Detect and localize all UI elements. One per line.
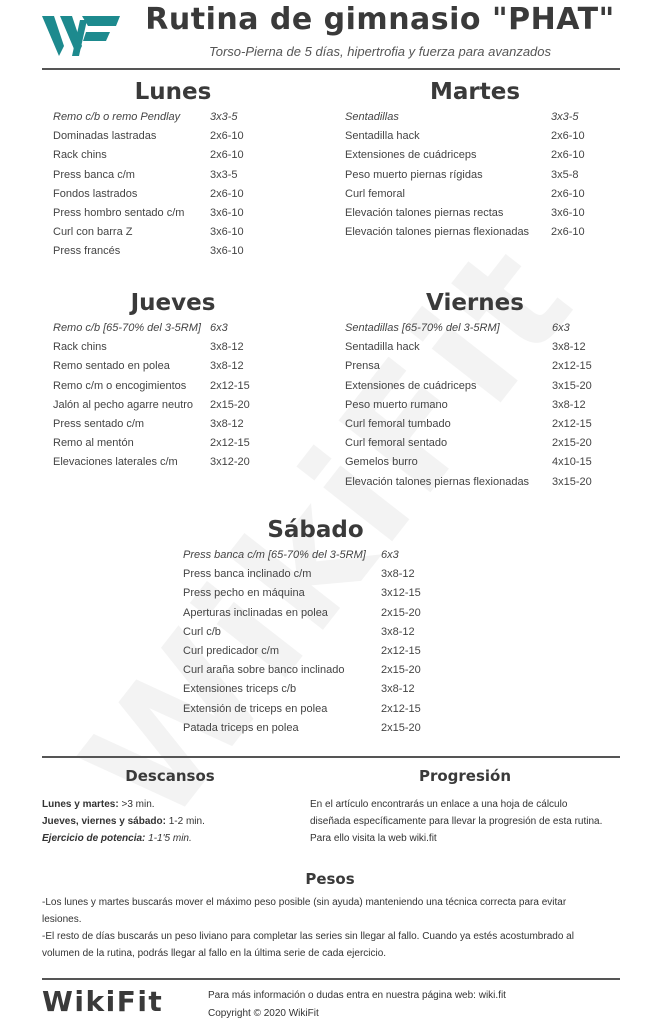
- exercise-row: [53, 108, 293, 127]
- exercise-row: [53, 319, 293, 338]
- exercise-name: Extensiones de cuádriceps: [345, 149, 477, 162]
- exercise-sets: 2x12-15: [210, 379, 250, 392]
- day-title-jueves: Jueves: [130, 290, 216, 316]
- exercise-sets: 3x8-12: [210, 360, 244, 373]
- exercise-sets: 2x6-10: [551, 130, 585, 143]
- exercise-sets: 2x6-10: [551, 226, 585, 239]
- exercise-name: Elevación talones piernas flexionadas: [345, 475, 530, 488]
- exercise-name: Fondos lastrados: [53, 187, 138, 200]
- exercise-name: Sentadillas: [345, 111, 399, 123]
- day-jueves: [53, 287, 293, 473]
- pesos-text: -Los lunes y martes buscarás mover el máximo peso posible (sin ayuda) manteniendo una técnica correcta para evitar lesiones. -El resto de días buscarás un peso liviano para completar las series sin llegar al fallo. Cuando ya estés acostumbrado al volumen de la rutina, podrás llegar al fallo en la última serie de cada ejercicio.: [42, 897, 574, 959]
- exercise-list-martes: [345, 108, 605, 242]
- exercise-sets: 3x12-15: [381, 587, 421, 600]
- exercise-sets: 2x6-10: [551, 149, 585, 162]
- exercise-sets: 2x12-15: [552, 417, 592, 430]
- exercise-row: [183, 642, 448, 661]
- exercise-sets: 2x12-15: [381, 702, 421, 715]
- exercise-name: Sentadillas [65-70% del 3-5RM]: [345, 322, 500, 334]
- exercise-name: Dominadas lastradas: [53, 130, 157, 143]
- exercise-sets: 3x3-5: [210, 168, 238, 181]
- exercise-sets: 6x3: [552, 322, 570, 334]
- exercise-row: [53, 146, 293, 165]
- footer-copyright: Copyright © 2020 WikiFit: [208, 1008, 319, 1019]
- exercise-name: Elevación talones piernas rectas: [345, 206, 504, 219]
- exercise-name: Elevaciones laterales c/m: [53, 456, 178, 469]
- exercise-name: Rack chins: [53, 341, 107, 354]
- exercise-sets: 3x8-12: [381, 625, 415, 638]
- descanso-item: Ejercicio de potencia: 1-1'5 min.: [42, 833, 192, 844]
- exercise-list-jueves: [53, 319, 293, 473]
- day-title-lunes: Lunes: [134, 79, 212, 105]
- exercise-row: [345, 204, 605, 223]
- exercise-sets: 2x6-10: [210, 187, 244, 200]
- exercise-sets: 3x8-12: [210, 417, 244, 430]
- exercise-name: Sentadilla hack: [345, 341, 420, 354]
- exercise-row: [53, 204, 293, 223]
- footer-divider: [42, 978, 620, 980]
- exercise-sets: 2x6-10: [210, 149, 244, 162]
- exercise-row: [345, 319, 605, 338]
- exercise-name: Elevación talones piernas flexionadas: [345, 226, 530, 239]
- exercise-name: Aperturas inclinadas en polea: [183, 606, 328, 619]
- exercise-row: [345, 127, 605, 146]
- exercise-row: [53, 396, 293, 415]
- exercise-name: Curl c/b: [183, 625, 221, 638]
- exercise-name: Patada triceps en polea: [183, 721, 299, 734]
- descanso-item: Jueves, viernes y sábado: 1-2 min.: [42, 816, 205, 827]
- footer-info: Para más información o dudas entra en nuestra página web: wiki.fit: [208, 990, 506, 1001]
- exercise-name: Extensiones triceps c/b: [183, 683, 297, 696]
- exercise-sets: 2x15-20: [381, 721, 421, 734]
- exercise-name: Extensiones de cuádriceps: [345, 379, 477, 392]
- exercise-name: Prensa: [345, 360, 380, 373]
- exercise-name: Press banca c/m [65-70% del 3-5RM]: [183, 549, 366, 561]
- day-title-viernes: Viernes: [426, 290, 524, 316]
- exercise-name: Jalón al pecho agarre neutro: [53, 398, 194, 411]
- exercise-name: Press sentado c/m: [53, 417, 145, 430]
- exercise-row: [345, 146, 605, 165]
- descanso-item: Lunes y martes: >3 min.: [42, 799, 155, 810]
- exercise-sets: 3x6-10: [210, 206, 244, 219]
- exercise-row: [345, 415, 605, 434]
- exercise-row: [183, 623, 448, 642]
- page-title: Rutina de gimnasio "PHAT": [145, 2, 615, 37]
- exercise-row: [345, 338, 605, 357]
- exercise-row: [183, 661, 448, 680]
- exercise-row: [53, 415, 293, 434]
- exercise-row: [345, 377, 605, 396]
- header: [0, 0, 658, 68]
- exercise-name: Peso muerto rumano: [345, 398, 448, 411]
- exercise-sets: 2x6-10: [551, 187, 585, 200]
- exercise-row: [53, 434, 293, 453]
- progresion-title: Progresión: [418, 767, 512, 785]
- exercise-sets: 2x12-15: [552, 360, 592, 373]
- exercise-sets: 3x3-5: [210, 111, 238, 123]
- exercise-sets: 6x3: [381, 549, 399, 561]
- exercise-sets: 3x8-12: [552, 341, 586, 354]
- exercise-sets: 3x6-10: [210, 245, 244, 258]
- day-lunes: [53, 76, 293, 262]
- progresion-text: En el artículo encontrarás un enlace a una hoja de cálculo diseñada específicamente para llevar la progresión de esta rutina. Para ello visita la web wiki.fit: [310, 799, 603, 844]
- exercise-row: [53, 223, 293, 242]
- exercise-name: Remo c/m o encogimientos: [53, 379, 187, 392]
- exercise-name: Curl con barra Z: [53, 226, 133, 239]
- wikifit-logo-icon: [40, 8, 122, 62]
- exercise-name: Extensión de triceps en polea: [183, 702, 328, 715]
- exercise-row: [183, 584, 448, 603]
- day-sabado: [183, 514, 448, 738]
- exercise-sets: 3x12-20: [210, 456, 250, 469]
- exercise-row: [53, 185, 293, 204]
- day-viernes: [345, 287, 605, 492]
- exercise-row: [345, 185, 605, 204]
- exercise-row: [53, 377, 293, 396]
- exercise-name: Curl predicador c/m: [183, 644, 279, 657]
- exercise-row: [183, 719, 448, 738]
- mid-divider: [42, 756, 620, 758]
- page-subtitle: Torso-Pierna de 5 días, hipertrofia y fuerza para avanzados: [208, 44, 552, 59]
- exercise-sets: 3x15-20: [552, 379, 592, 392]
- exercise-list-lunes: [53, 108, 293, 262]
- exercise-name: Press banca c/m: [53, 168, 135, 181]
- exercise-list-viernes: [345, 319, 605, 492]
- exercise-name: Press pecho en máquina: [183, 587, 305, 600]
- exercise-sets: 3x8-12: [210, 341, 244, 354]
- exercise-row: [183, 546, 448, 565]
- exercise-row: [183, 700, 448, 719]
- footer-brand: WikiFit: [42, 985, 164, 1018]
- exercise-name: Press francés: [53, 245, 121, 258]
- exercise-sets: 2x12-15: [210, 437, 250, 450]
- exercise-name: Peso muerto piernas rígidas: [345, 168, 483, 181]
- exercise-row: [53, 242, 293, 261]
- pesos-title: Pesos: [305, 870, 355, 888]
- exercise-name: Remo al mentón: [53, 437, 134, 450]
- exercise-sets: 2x15-20: [381, 664, 421, 677]
- exercise-row: [345, 166, 605, 185]
- exercise-name: Gemelos burro: [345, 456, 418, 469]
- exercise-row: [345, 434, 605, 453]
- exercise-row: [345, 396, 605, 415]
- exercise-row: [345, 108, 605, 127]
- exercise-row: [183, 604, 448, 623]
- exercise-row: [345, 453, 605, 472]
- exercise-sets: 3x8-12: [552, 398, 586, 411]
- exercise-sets: 2x15-20: [552, 437, 592, 450]
- exercise-row: [345, 223, 605, 242]
- exercise-name: Press banca inclinado c/m: [183, 568, 312, 581]
- exercise-list-sabado: [183, 546, 448, 738]
- exercise-name: Curl femoral tumbado: [345, 417, 451, 430]
- exercise-sets: 4x10-15: [552, 456, 592, 469]
- header-divider: [42, 68, 620, 70]
- descansos-list: [42, 796, 302, 847]
- exercise-row: [53, 127, 293, 146]
- exercise-name: Curl araña sobre banco inclinado: [183, 664, 345, 677]
- day-title-martes: Martes: [429, 79, 521, 105]
- exercise-sets: 2x15-20: [210, 398, 250, 411]
- exercise-row: [53, 166, 293, 185]
- day-title-sabado: Sábado: [267, 517, 364, 543]
- exercise-sets: 6x3: [210, 322, 228, 334]
- exercise-name: Remo c/b o remo Pendlay: [53, 111, 181, 123]
- exercise-sets: 3x6-10: [210, 226, 244, 239]
- exercise-sets: 2x12-15: [381, 644, 421, 657]
- exercise-name: Remo sentado en polea: [53, 360, 170, 373]
- exercise-name: Curl femoral sentado: [345, 437, 448, 450]
- exercise-sets: 3x8-12: [381, 683, 415, 696]
- exercise-row: [345, 473, 605, 492]
- exercise-row: [183, 680, 448, 699]
- exercise-row: [53, 357, 293, 376]
- exercise-sets: 3x15-20: [552, 475, 592, 488]
- exercise-name: Press hombro sentado c/m: [53, 206, 185, 219]
- exercise-sets: 2x6-10: [210, 130, 244, 143]
- exercise-row: [53, 453, 293, 472]
- exercise-name: Curl femoral: [345, 187, 405, 200]
- exercise-sets: 3x8-12: [381, 568, 415, 581]
- exercise-sets: 3x6-10: [551, 206, 585, 219]
- exercise-name: Sentadilla hack: [345, 130, 420, 143]
- exercise-row: [345, 357, 605, 376]
- exercise-row: [183, 565, 448, 584]
- exercise-sets: 3x3-5: [551, 111, 579, 123]
- day-martes: [345, 76, 605, 242]
- exercise-name: Remo c/b [65-70% del 3-5RM]: [53, 322, 201, 334]
- descansos-title: Descansos: [125, 767, 215, 785]
- exercise-sets: 3x5-8: [551, 168, 579, 181]
- exercise-sets: 2x15-20: [381, 606, 421, 619]
- exercise-row: [53, 338, 293, 357]
- exercise-name: Rack chins: [53, 149, 107, 162]
